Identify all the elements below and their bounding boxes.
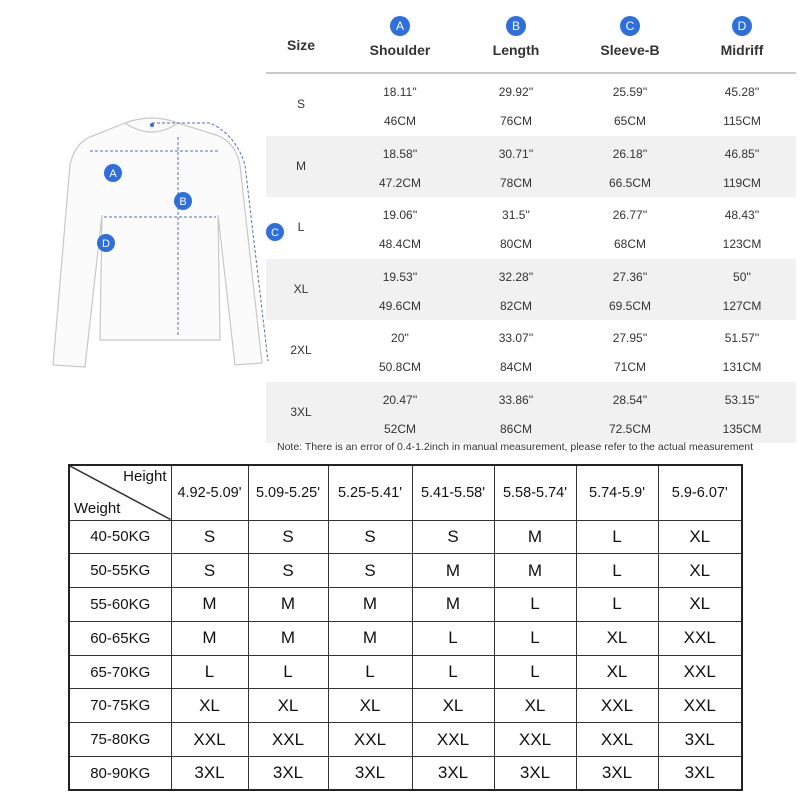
measurement-cell — [584, 320, 676, 377]
cm-value: 80CM — [499, 237, 532, 251]
size-cell: XXL — [248, 723, 328, 757]
cm-value: 119CM — [723, 175, 761, 190]
table-row — [69, 757, 742, 791]
size-cell: 3XL — [248, 757, 328, 791]
size-cell: 3XL — [576, 757, 658, 791]
svg-text:B: B — [179, 196, 187, 208]
cm-value: 135CM — [722, 421, 762, 436]
inch-value: 25.59'' — [612, 85, 648, 99]
shirt-illustration — [40, 105, 295, 385]
size-cell: L — [494, 588, 576, 622]
measurement-cell — [584, 197, 676, 254]
svg-text:A: A — [109, 168, 117, 180]
measurement-cell — [696, 382, 788, 439]
weight-label: 75-80KG — [69, 723, 171, 757]
column-label: Shoulder — [369, 42, 431, 58]
measurement-cell — [696, 74, 788, 131]
badge-c: C — [620, 16, 640, 36]
size-cell: L — [412, 655, 494, 689]
measurement-row — [266, 320, 796, 382]
cm-value: 49.6CM — [378, 298, 422, 313]
size-guide-corner — [69, 465, 171, 520]
row-size-label: XL — [293, 281, 309, 296]
height-column-header: 5.25-5.41' — [328, 465, 412, 520]
measurement-cell — [696, 320, 788, 377]
size-cell: XL — [328, 689, 412, 723]
cm-value: 71CM — [613, 360, 646, 374]
column-header-shoulder — [354, 0, 446, 74]
size-cell: XL — [576, 621, 658, 655]
inch-value: 46.85'' — [724, 146, 760, 161]
size-cell: M — [171, 588, 248, 622]
size-cell: XL — [658, 520, 742, 554]
column-header-midriff — [696, 0, 788, 74]
size-cell: XXL — [658, 621, 742, 655]
size-cell: S — [171, 554, 248, 588]
inch-value: 27.95'' — [612, 331, 648, 345]
height-column-header: 5.09-5.25' — [248, 465, 328, 520]
size-cell: L — [576, 554, 658, 588]
svg-text:C: C — [271, 227, 279, 239]
cm-value: 76CM — [499, 114, 532, 128]
cm-value: 131CM — [722, 360, 762, 374]
size-cell: L — [494, 655, 576, 689]
size-guide-table — [68, 464, 743, 791]
corner-height-label: Height — [123, 468, 167, 485]
badge-b: B — [506, 16, 526, 36]
table-row — [69, 554, 742, 588]
weight-label: 80-90KG — [69, 757, 171, 791]
cm-value: 72.5CM — [608, 421, 652, 436]
size-cell: XXL — [576, 723, 658, 757]
measurement-cell — [354, 197, 446, 254]
inch-value: 33.86'' — [498, 392, 534, 407]
weight-label: 50-55KG — [69, 554, 171, 588]
measurement-cell — [584, 259, 676, 316]
size-guide-body — [69, 520, 742, 790]
measurement-rows — [266, 74, 796, 443]
size-cell: M — [412, 588, 494, 622]
shirt-outline — [53, 118, 262, 367]
size-cell: M — [494, 520, 576, 554]
table-row — [69, 655, 742, 689]
weight-label: 55-60KG — [69, 588, 171, 622]
measurement-row — [266, 136, 796, 198]
inch-value: 45.28'' — [724, 85, 760, 99]
measurement-cell — [470, 136, 562, 193]
size-cell: M — [171, 621, 248, 655]
cm-value: 123CM — [722, 237, 762, 251]
height-column-header: 4.92-5.09' — [171, 465, 248, 520]
inch-value: 20'' — [391, 331, 409, 345]
measurement-row — [266, 382, 796, 444]
inch-value: 28.54'' — [612, 392, 648, 407]
badge-a: A — [390, 16, 410, 36]
size-cell: M — [248, 588, 328, 622]
row-size-label: L — [297, 220, 305, 234]
size-cell: L — [171, 655, 248, 689]
size-cell: M — [412, 554, 494, 588]
size-cell: S — [412, 520, 494, 554]
measurement-header — [266, 0, 796, 74]
size-cell: XL — [248, 689, 328, 723]
measurement-row — [266, 259, 796, 321]
size-cell: S — [248, 520, 328, 554]
cm-value: 50.8CM — [378, 360, 422, 374]
inch-value: 30.71'' — [498, 146, 534, 161]
inch-value: 27.36'' — [612, 269, 648, 284]
svg-text:D: D — [102, 238, 110, 250]
size-cell: S — [171, 520, 248, 554]
cm-value: 66.5CM — [608, 175, 652, 190]
size-cell: S — [328, 520, 412, 554]
inch-value: 31.5'' — [502, 208, 530, 222]
measurement-cell — [470, 74, 562, 131]
measurement-cell — [696, 136, 788, 193]
measurement-cell — [584, 382, 676, 439]
weight-label: 70-75KG — [69, 689, 171, 723]
measurement-row — [266, 197, 796, 259]
badge-d: D — [732, 16, 752, 36]
height-column-header: 5.41-5.58' — [412, 465, 494, 520]
cm-value: 68CM — [613, 237, 646, 251]
inch-value: 50'' — [733, 269, 751, 284]
inch-value: 53.15'' — [724, 392, 760, 407]
size-cell: 3XL — [494, 757, 576, 791]
inch-value: 18.11'' — [383, 85, 417, 99]
size-cell: 3XL — [171, 757, 248, 791]
size-cell: XL — [576, 655, 658, 689]
cm-value: 78CM — [499, 175, 532, 190]
marker-a — [104, 164, 122, 182]
inch-value: 19.06'' — [382, 208, 418, 222]
inch-value: 18.58'' — [382, 146, 418, 161]
size-cell: M — [248, 621, 328, 655]
size-cell: L — [328, 655, 412, 689]
measurement-cell — [354, 74, 446, 131]
measurement-cell — [470, 259, 562, 316]
size-cell: 3XL — [328, 757, 412, 791]
table-row — [69, 689, 742, 723]
inch-value: 32.28'' — [498, 269, 534, 284]
size-cell: M — [494, 554, 576, 588]
measurement-cell — [470, 382, 562, 439]
size-cell: XL — [658, 588, 742, 622]
measurement-cell — [470, 320, 562, 377]
cm-value: 46CM — [383, 114, 416, 128]
measurement-cell — [354, 259, 446, 316]
column-header-sleeve — [584, 0, 676, 74]
size-cell: XL — [171, 689, 248, 723]
size-column-header: Size — [286, 37, 315, 53]
table-row — [69, 621, 742, 655]
size-cell: XXL — [171, 723, 248, 757]
inch-value: 20.47'' — [382, 392, 418, 407]
size-cell: XXL — [658, 689, 742, 723]
height-column-header: 5.58-5.74' — [494, 465, 576, 520]
size-cell: XL — [412, 689, 494, 723]
collar-point — [150, 123, 154, 127]
weight-label: 60-65KG — [69, 621, 171, 655]
inch-value: 48.43'' — [724, 208, 760, 222]
cm-value: 127CM — [722, 298, 762, 313]
column-label: Midriff — [720, 42, 764, 58]
marker-d — [97, 234, 115, 252]
column-label: Sleeve-B — [600, 42, 660, 58]
size-cell: XXL — [328, 723, 412, 757]
size-cell: M — [328, 588, 412, 622]
measurement-cell — [584, 136, 676, 193]
column-header-length — [470, 0, 562, 74]
measurement-cell — [696, 197, 788, 254]
size-cell: 3XL — [658, 757, 742, 791]
size-cell: XXL — [658, 655, 742, 689]
measurement-cell — [470, 197, 562, 254]
measurement-cell — [354, 320, 446, 377]
table-row — [69, 588, 742, 622]
table-row — [69, 520, 742, 554]
cm-value: 65CM — [613, 114, 646, 128]
measurement-table — [266, 0, 796, 443]
size-guide-header-row — [69, 465, 742, 520]
size-cell: XL — [658, 554, 742, 588]
cm-value: 86CM — [499, 421, 532, 436]
size-cell: L — [412, 621, 494, 655]
size-cell: XXL — [494, 723, 576, 757]
measurement-row — [266, 74, 796, 136]
size-cell: L — [248, 655, 328, 689]
size-cell: L — [576, 588, 658, 622]
inch-value: 19.53'' — [382, 269, 418, 284]
measurement-cell — [584, 74, 676, 131]
cm-value: 69.5CM — [608, 298, 652, 313]
row-size-label: M — [296, 158, 306, 173]
inch-value: 26.18'' — [612, 146, 648, 161]
size-cell: 3XL — [658, 723, 742, 757]
weight-label: 40-50KG — [69, 520, 171, 554]
row-size-label: 3XL — [290, 404, 312, 419]
column-label: Length — [492, 42, 540, 58]
inch-value: 26.77'' — [612, 208, 648, 222]
cm-value: 52CM — [383, 421, 416, 436]
corner-weight-label: Weight — [74, 499, 121, 517]
measurement-cell — [696, 259, 788, 316]
size-cell: S — [248, 554, 328, 588]
inch-value: 51.57'' — [724, 331, 760, 345]
weight-label: 65-70KG — [69, 655, 171, 689]
height-column-header: 5.74-5.9' — [576, 465, 658, 520]
cm-value: 115CM — [723, 114, 761, 128]
row-size-label: 2XL — [290, 343, 312, 357]
measurement-note: Note: There is an error of 0.4-1.2inch in manual measurement, please refer to the actual measurement — [277, 441, 754, 453]
size-cell: XL — [494, 689, 576, 723]
row-size-label: S — [296, 97, 305, 111]
size-cell: M — [328, 621, 412, 655]
size-cell: S — [328, 554, 412, 588]
height-column-header: 5.9-6.07' — [658, 465, 742, 520]
cm-value: 47.2CM — [378, 175, 422, 190]
measurement-cell — [354, 382, 446, 439]
size-cell: XXL — [412, 723, 494, 757]
table-row — [69, 723, 742, 757]
cm-value: 82CM — [499, 298, 532, 313]
size-cell: L — [576, 520, 658, 554]
size-cell: XXL — [576, 689, 658, 723]
size-cell: 3XL — [412, 757, 494, 791]
cm-value: 48.4CM — [378, 237, 422, 251]
marker-b — [174, 192, 192, 210]
cm-value: 84CM — [499, 360, 532, 374]
measurement-cell — [354, 136, 446, 193]
size-cell: L — [494, 621, 576, 655]
inch-value: 29.92'' — [498, 85, 534, 99]
inch-value: 33.07'' — [498, 331, 534, 345]
